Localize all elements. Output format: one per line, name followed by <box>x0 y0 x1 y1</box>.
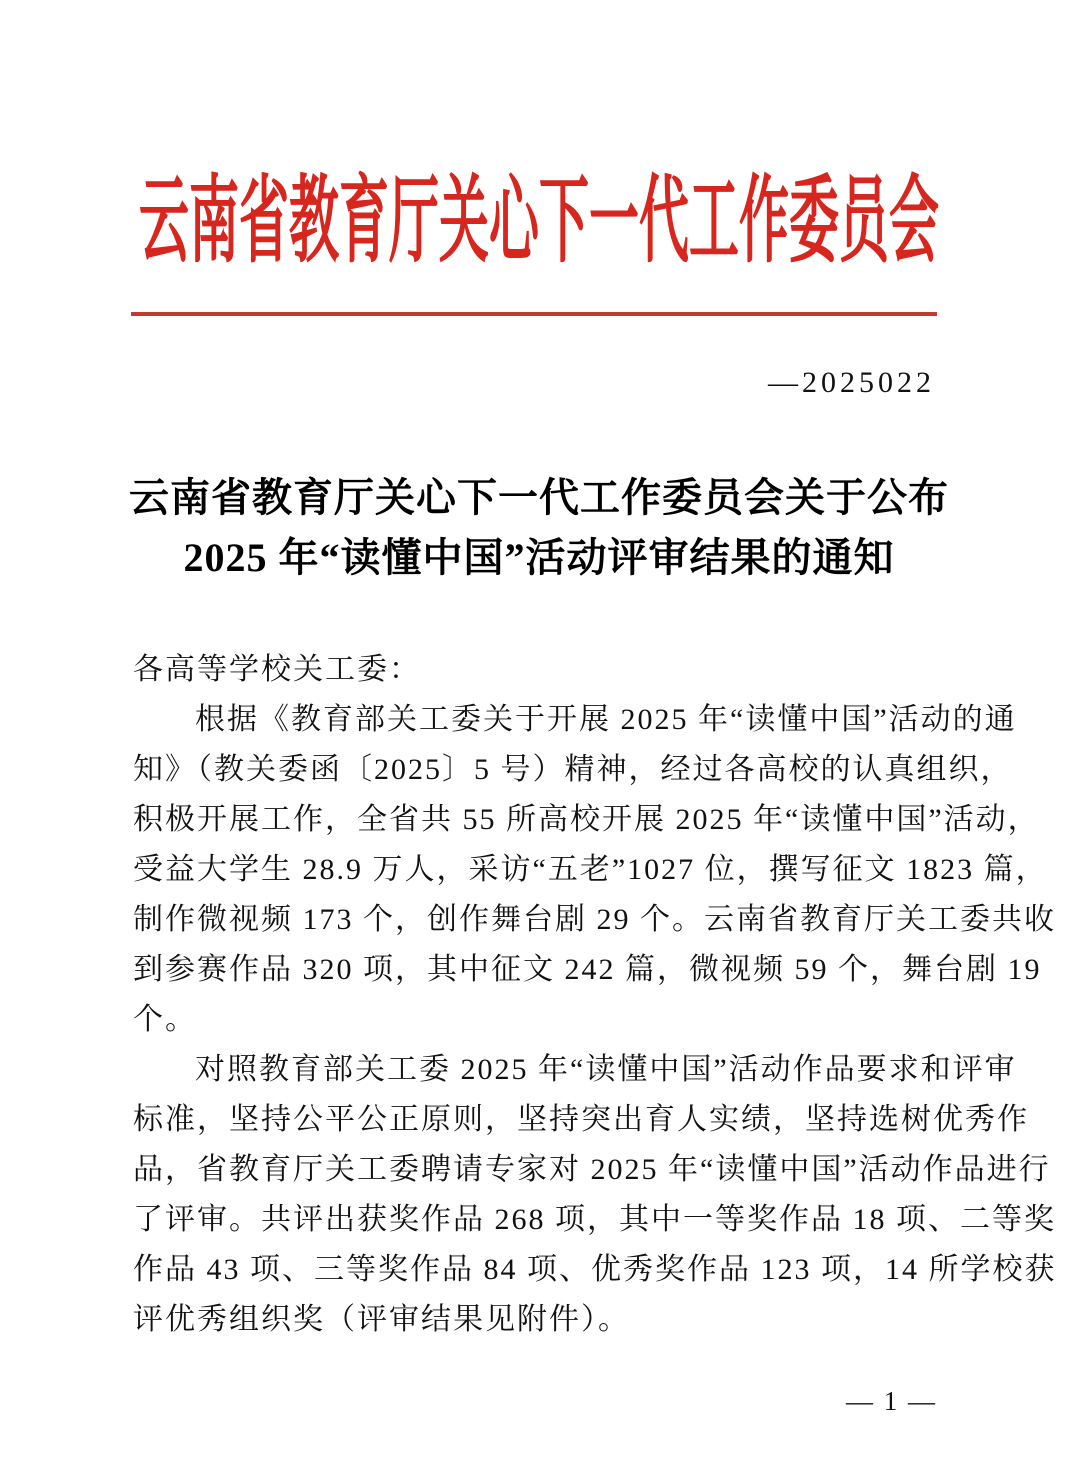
paragraph-1-line: 制作微视频 173 个，创作舞台剧 29 个。云南省教育厅关工委共收 <box>133 903 1056 936</box>
paragraph-1-line: 积极开展工作，全省共 55 所高校开展 2025 年“读懂中国”活动， <box>133 803 1040 836</box>
paragraph-1-line: 知》（教关委函〔2025〕5 号）精神，经过各高校的认真组织， <box>133 753 1013 786</box>
salutation-line: 各高等学校关工委： <box>133 653 421 686</box>
paragraph-2-line: 了评审。共评出获奖作品 268 项，其中一等奖作品 18 项、二等奖 <box>133 1203 1056 1236</box>
page-number: — 1 — <box>846 1386 937 1416</box>
document-title <box>0 468 1078 588</box>
letterhead-divider-rule <box>131 312 937 316</box>
paragraph-2-line: 评优秀组织奖（评审结果见附件）。 <box>133 1303 630 1336</box>
paragraph-2-line: 品，省教育厅关工委聘请专家对 2025 年“读懂中国”活动作品进行 <box>133 1153 1051 1186</box>
letterhead-issuer-title: 云南省教育厅关心下一代工作委员会 <box>139 167 939 274</box>
paragraph-1-line: 到参赛作品 320 项，其中征文 242 篇，微视频 59 个，舞台剧 19 <box>133 953 1042 986</box>
paragraph-2-line: 对照教育部关工委 2025 年“读懂中国”活动作品要求和评审 <box>195 1053 1017 1086</box>
document-number: —2025022 <box>768 366 935 399</box>
document-title-line-2: 2025 年“读懂中国”活动评审结果的通知 <box>183 535 895 580</box>
letterhead <box>0 152 1078 274</box>
paragraph-2-line: 标准，坚持公平公正原则，坚持突出育人实绩，坚持选树优秀作 <box>133 1103 1029 1136</box>
document-body <box>133 645 1057 1345</box>
document-title-line-1: 云南省教育厅关心下一代工作委员会关于公布 <box>129 475 949 520</box>
paragraph-2-line: 作品 43 项、三等奖作品 84 项、优秀奖作品 123 项，14 所学校获 <box>133 1253 1057 1286</box>
paragraph-1-line: 根据《教育部关工委关于开展 2025 年“读懂中国”活动的通 <box>195 703 1017 736</box>
paragraph-1-line: 个。 <box>133 1003 197 1036</box>
paragraph-1-line: 受益大学生 28.9 万人，采访“五老”1027 位，撰写征文 1823 篇， <box>133 853 1048 886</box>
